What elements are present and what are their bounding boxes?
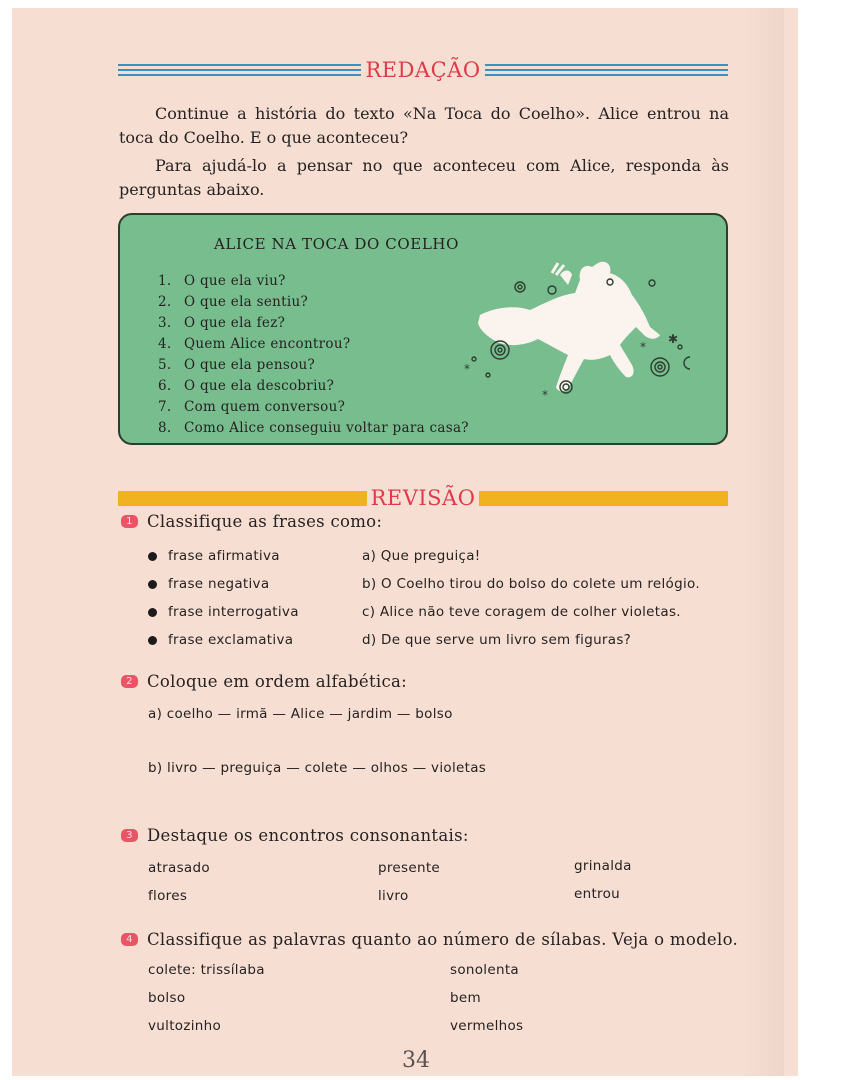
list-item: frase interrogativa [148,604,299,632]
svg-text:*: * [542,388,548,402]
header-bar-right [479,491,728,506]
svg-text:*: * [640,340,646,354]
word: livro [378,888,409,904]
list-item: bem [450,990,481,1006]
bullet-icon [148,552,157,561]
list-item: 7. Com quem conversou? [158,399,346,415]
question-list [158,271,469,439]
list-item: a) Que preguiça! [362,548,481,564]
sentences [362,548,700,660]
bullet-icon [148,580,157,589]
list-item: 8. Como Alice conseguiu voltar para casa? [158,420,469,436]
list-item: vermelhos [450,1018,524,1034]
list-item: colete: trissílaba [148,962,265,978]
list-item: 5. O que ela pensou? [158,357,316,373]
number-badge: 3 [121,829,138,842]
number-badge: 4 [121,933,138,946]
redacao-paragraph-2: Para ajudá-lo a pensar no que aconteceu com Alice, responda às perguntas abaixo. [119,156,729,199]
item-2-title: 2 Coloque em ordem alfabética: [121,672,407,691]
textbook-page [12,8,798,1076]
revisao-header [118,486,728,510]
redacao-paragraph-1: Continue a história do texto «Na Toca do Coelho». Alice entrou na toca do Coelho. E o que aconteceu? [119,104,729,147]
box-title: ALICE NA TOCA DO COELHO [214,235,459,253]
list-item: bolso [148,990,186,1006]
questions-box [118,213,728,445]
page-shade [744,8,784,1076]
number-badge: 1 [121,515,138,528]
list-item: d) De que serve um livro sem figuras? [362,632,632,648]
header-lines-left [118,64,361,76]
header-lines-right [485,64,728,76]
svg-text:*: * [464,362,470,376]
list-item: 6. O que ela descobriu? [158,378,335,394]
word: presente [378,860,441,876]
revisao-title: REVISÃO [370,486,476,510]
page-number: 34 [402,1048,430,1073]
alphabetical-a: a) coelho — irmã — Alice — jardim — bolso [148,706,453,722]
list-item: sonolenta [450,962,519,978]
word: grinalda [574,858,632,874]
svg-text:✱: ✱ [668,332,679,346]
word: flores [148,888,188,904]
item-1-title: 1 Classifique as frases como: [121,512,382,531]
list-item: frase negativa [148,576,299,604]
bullet-icon [148,608,157,617]
list-item: 3. O que ela fez? [158,315,286,331]
list-item: frase afirmativa [148,548,299,576]
list-item: 1. O que ela viu? [158,273,286,289]
list-item: 2. O que ela sentiu? [158,294,309,310]
list-item: c) Alice não teve coragem de colher violetas. [362,604,681,620]
number-badge: 2 [121,675,138,688]
list-item: vultozinho [148,1018,222,1034]
syllables-left [148,962,265,1046]
bullet-icon [148,636,157,645]
list-item: b) O Coelho tirou do bolso do colete um relógio. [362,576,700,592]
list-item: frase exclamativa [148,632,299,660]
item-4-title: 4 Classifique as palavras quanto ao número de sílabas. Veja o modelo. [121,930,738,949]
redacao-header [118,58,728,82]
syllables-right [450,962,523,1046]
alphabetical-b: b) livro — preguiça — colete — olhos — violetas [148,760,487,776]
item-3-title: 3 Destaque os encontros consonantais: [121,826,469,845]
word: entrou [574,886,621,902]
word: atrasado [148,860,210,876]
header-bar-left [118,491,367,506]
falling-alice-illustration [460,255,690,405]
sentence-types [148,548,299,660]
list-item: 4. Quem Alice encontrou? [158,336,351,352]
redacao-title: REDAÇÃO [365,58,481,82]
